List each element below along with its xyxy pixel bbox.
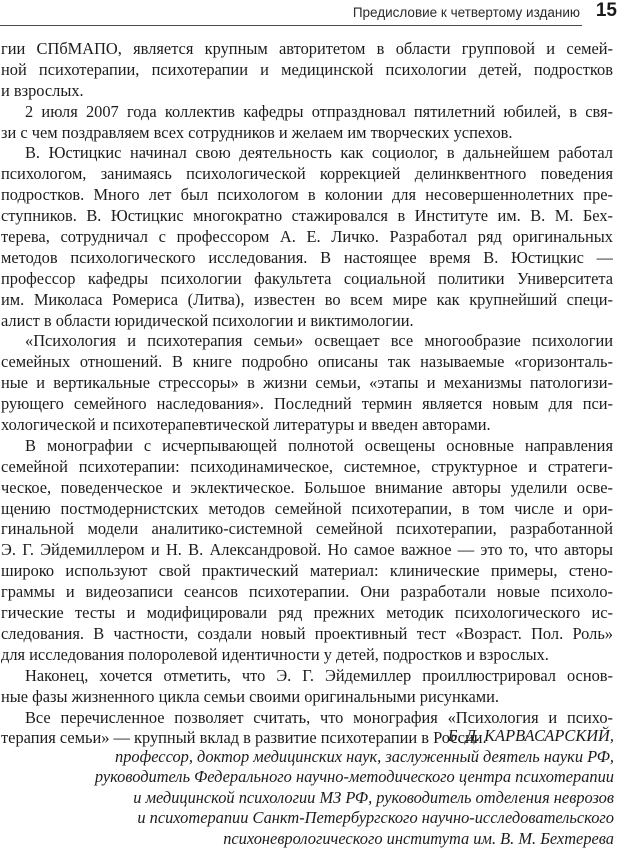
text-line: 2 июля 2007 года коллектив кафедры отпраздновал пятилетний юбилей, в свя-	[25, 101, 613, 121]
text-line: терапия семьи» — крупный вклад в развитие психотерапии в России.	[1, 728, 487, 748]
text-line: психологом, занимаясь психологической коррекцией делинквентного поведения	[1, 164, 613, 184]
paragraph	[1, 102, 613, 144]
signature-line: руководитель Федерального научно-методического центра психотерапии	[94, 767, 614, 787]
text-line: зи с чем поздравляем всех сотрудников и желаем им творческих успехов.	[1, 122, 513, 142]
text-line: Наконец, хочется отметить, что Э. Г. Эйдемиллер проиллюстрировал основ-	[25, 665, 613, 685]
text-line: гинальной модели аналитико-системной семейной психотерапии, разработанной	[1, 519, 613, 539]
text-line: граммы и видеозаписи сеансов психотерапии. Они разработали новые психоло-	[1, 582, 613, 602]
text-line: следования. В частности, создали новый проективный тест «Возраст. Пол. Роль»	[1, 623, 613, 643]
signature-name: Б. Д. КАРВАСАРСКИЙ,	[447, 726, 614, 745]
signature-block	[2, 726, 614, 850]
header-rule	[0, 25, 582, 26]
paragraph	[1, 143, 613, 331]
text-line: ческое, поведенческое и эклектическое. Большое внимание авторы уделили осве-	[1, 477, 613, 497]
running-title: Предисловие к четвертому изданию	[352, 5, 580, 20]
text-line: «Психология и психотерапия семьи» освещает все многообразие психологии	[25, 331, 613, 351]
signature-line: профессор, доктор медицинских наук, заслуженный деятель науки РФ,	[115, 746, 614, 766]
signature-line: и психотерапии Санкт-Петербургского научно-исследовательского	[137, 808, 614, 828]
text-line: ной психотерапии, психотерапии и медицинской психологии детей, подростков	[1, 59, 613, 79]
body-text	[1, 39, 613, 749]
text-line: Все перечисленное позволяет считать, что монография «Психология и психо-	[25, 707, 613, 727]
signature-line: и медицинской психологии МЗ РФ, руководитель отделения неврозов	[133, 787, 614, 807]
text-line: профессор кафедры психологии факультета социальной политики Университета	[1, 268, 613, 288]
text-line: щению постмодернистских методов семейной психотерапии, в том числе и ори-	[1, 498, 613, 518]
text-line: ные фазы жизненного цикла семьи своими оригинальными рисунками.	[1, 686, 499, 706]
text-line: для исследования полоролевой идентичности у детей, подростков и взрослых.	[1, 644, 549, 664]
running-header	[0, 0, 620, 34]
text-line: Э. Г. Эйдемиллером и Н. В. Александровой. Но самое важное — это то, что авторы	[1, 540, 613, 560]
signature-line: психоневрологического института им. В. М. Бехтерева	[223, 828, 614, 848]
text-line: алист в области юридической психологии и виктимологии.	[1, 310, 414, 330]
text-line: ные и вертикальные стрессоры» в жизни семьи, «этапы и механизмы патологизи-	[1, 373, 613, 393]
text-line: методов психологического исследования. В настоящее время В. Юстицкис —	[1, 247, 613, 267]
text-line: им. Миколаса Ромериса (Литва), известен во всем мире как крупнейший специ-	[1, 289, 613, 309]
text-line: рующего семейного наследования». Последний термин является новым для пси-	[1, 394, 613, 414]
text-line: широко используют свой практический материал: клинические примеры, стено-	[1, 561, 613, 581]
text-line: ступников. В. Юстицкис многократно стажировался в Институте им. В. М. Бех-	[1, 206, 613, 226]
paragraph	[1, 39, 613, 102]
text-line: и взрослых.	[1, 80, 84, 100]
text-line: хологической и психотерапевтической литературы и введен авторами.	[1, 415, 491, 435]
paragraph	[1, 666, 613, 708]
text-line: В монографии с исчерпывающей полнотой освещены основные направления	[25, 435, 613, 455]
text-line: терева, сотрудничал с профессором А. Е. Личко. Разработал ряд оригинальных	[1, 227, 613, 247]
page-number: 15	[595, 0, 617, 21]
text-line: семейных отношений. В книге подробно описаны так называемые «горизонталь-	[1, 352, 613, 372]
text-line: подростков. Много лет был психологом в колонии для несовершеннолетних пре-	[1, 185, 613, 205]
text-line: гии СПбМАПО, является крупным авторитетом в области групповой и семей-	[1, 39, 613, 58]
paragraph	[1, 331, 613, 435]
text-line: семейной психотерапии: психодинамическое, системное, структурное и стратеги-	[1, 456, 613, 476]
text-line: В. Юстицкис начинал свою деятельность как социолог, в дальнейшем работал	[25, 143, 613, 163]
paragraph	[1, 436, 613, 666]
text-line: гические тесты и модифицировали ряд прежних методик психологического ис-	[1, 603, 613, 623]
